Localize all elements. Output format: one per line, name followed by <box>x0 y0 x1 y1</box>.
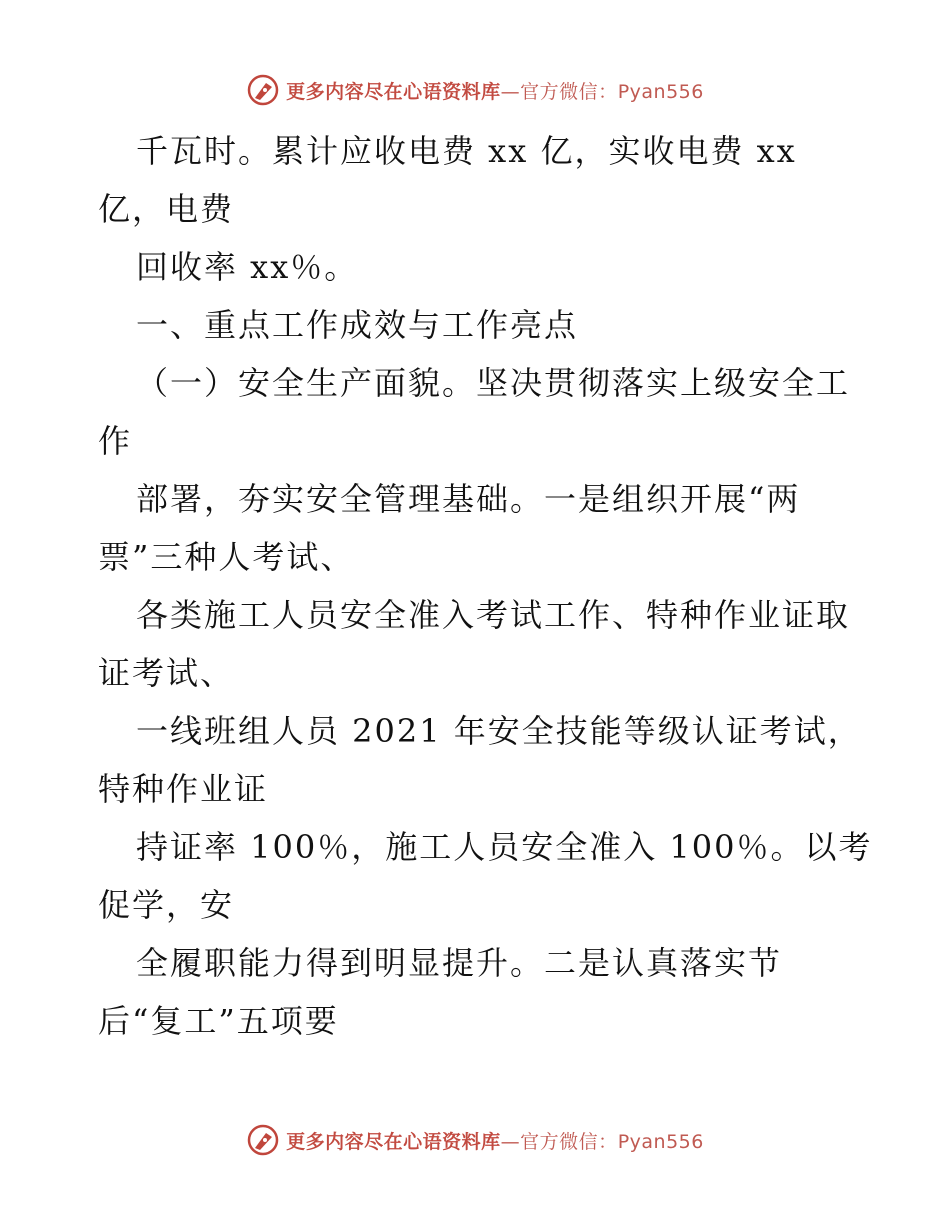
text-line: 票”三种人考试、 <box>98 538 355 576</box>
text-line: 持证率 100％，施工人员安全准入 100％。以考 <box>136 828 873 866</box>
text-line: 证考试、 <box>98 654 235 692</box>
section-heading: 一、重点工作成效与工作亮点 <box>136 306 579 344</box>
text-line: 一线班组人员 2021 年安全技能等级认证考试， <box>136 712 862 750</box>
text-line: 亿，电费 <box>98 190 235 228</box>
header-watermark <box>0 70 950 110</box>
text-line: （一）安全生产面貌。坚决贯彻落实上级安全工 <box>136 364 851 402</box>
text-line: 千瓦时。累计应收电费 xx 亿，实收电费 xx <box>136 132 797 170</box>
document-body <box>98 122 873 1050</box>
pen-nib-logo-icon <box>246 1123 280 1157</box>
text-line: 各类施工人员安全准入考试工作、特种作业证取 <box>136 596 851 634</box>
watermark-text: 更多内容尽在心语资料库—官方微信：Pyan556 <box>286 80 704 103</box>
text-line: 回收率 xx％。 <box>136 248 359 286</box>
watermark-text: 更多内容尽在心语资料库—官方微信：Pyan556 <box>286 1130 704 1153</box>
text-line: 特种作业证 <box>98 770 269 808</box>
text-line: 作 <box>98 422 133 460</box>
text-line: 部署，夯实安全管理基础。一是组织开展“两 <box>136 480 801 518</box>
text-line: 促学，安 <box>98 886 235 924</box>
text-line: 全履职能力得到明显提升。二是认真落实节 <box>136 944 783 982</box>
pen-nib-logo-icon <box>246 73 280 107</box>
text-line: 后“复工”五项要 <box>98 1002 339 1040</box>
footer-watermark <box>0 1120 950 1160</box>
